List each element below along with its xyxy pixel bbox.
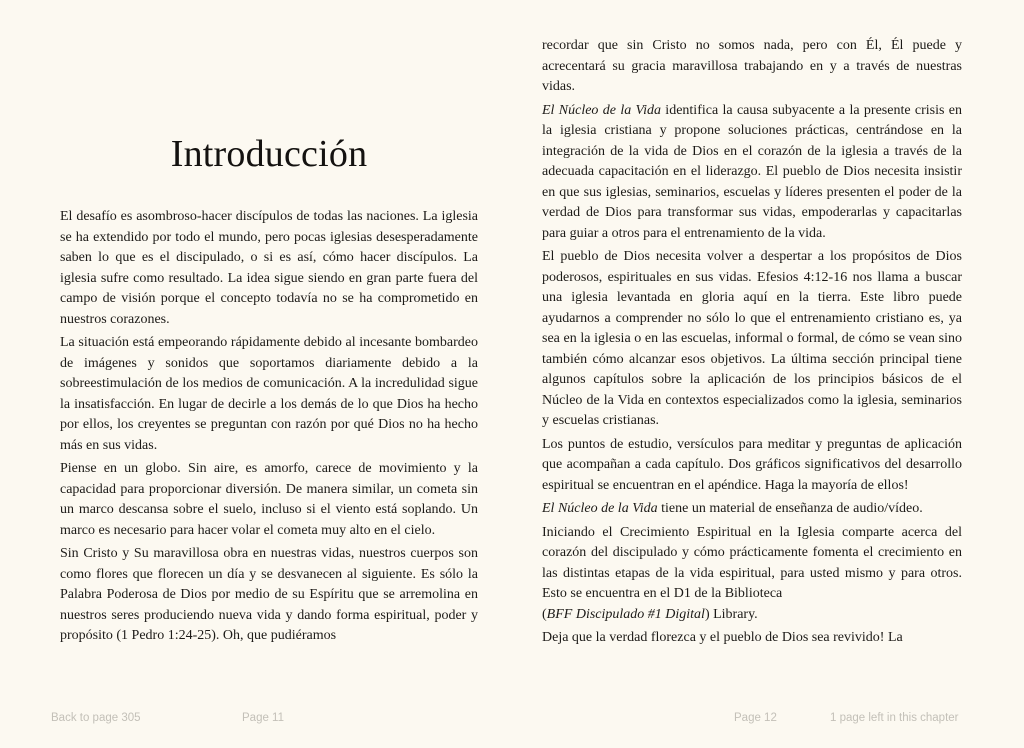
paragraph: recordar que sin Cristo no somos nada, pero con Él, Él puede y acrecentará su gracia maravillosa trabajando en y a través de nuestras vidas. bbox=[542, 38, 962, 94]
chapter-progress-info: 1 page left in this chapter bbox=[830, 712, 959, 724]
paragraph: Los puntos de estudio, versículos para meditar y preguntas de aplicación que acompañan a cada capítulo. Dos gráficos significativos del desarrollo espiritual se encuentran en el apéndice. Haga la mayoría de ellos! bbox=[542, 436, 962, 493]
paragraph: La situación está empeorando rápidamente debido al incesante bombardeo de imágenes y sonidos que soportamos diariamente debido a la sobreestimulación de los medios de comunicación. A la incredulidad sigue la insatisfacción. En lugar de decirle a los demás de lo que Dios ha hecho por ellos, los creyentes se preguntan con razón por qué Dios no ha hecho más en sus vidas. bbox=[60, 335, 478, 453]
chapter-title: Introducción bbox=[170, 133, 368, 175]
book-title: El Núcleo de la Vida bbox=[542, 102, 661, 118]
paragraph-text: identifica la causa subyacente a la presente crisis en la iglesia cristiana y propone soluciones prácticas, centrándose en la integración de la vida de Dios en el corazón de la iglesia a través de la adecuada capacitación en el liderazgo. El pueblo de Dios necesita insistir en que sus iglesias, seminarios, escuelas y líderes presenten el poder de la verdad de Dios para transformar sus vidas, empoderarlas y capacitarlas para guiar a otros para el entrenamiento de la vida. bbox=[542, 102, 962, 241]
paragraph bbox=[542, 523, 962, 626]
page-number-left: Page 11 bbox=[242, 712, 284, 724]
book-title: El Núcleo de la Vida bbox=[542, 501, 658, 516]
paragraph: El desafío es asombroso-hacer discípulos de todas las naciones. La iglesia se ha extendido por todo el mundo, pero pocas iglesias desesperadamente saben lo que es el discipulado, o si es así, cómo hacer discípulos. La iglesia sufre como resultado. La idea sigue siendo en gran parte fuera del campo de visión porque el concepto todavía no se ha comprometido en nuestros corazones. bbox=[60, 209, 478, 327]
paren-open: ( bbox=[542, 606, 547, 622]
paragraph bbox=[542, 101, 962, 245]
left-page-body bbox=[60, 207, 478, 650]
paragraph: Deja que la verdad florezca y el pueblo de Dios sea revivido! La bbox=[542, 630, 903, 645]
book-title: BFF Discipulado #1 Digital bbox=[546, 606, 705, 622]
right-page-body bbox=[542, 36, 962, 652]
paragraph: Piense en un globo. Sin aire, es amorfo, carece de movimiento y la capacidad para proporcionar diversión. De manera similar, un cometa sin un marco descansa sobre el suelo, incluso si el viento está soplando. Un marco es necesario para hacer volar el cometa muy alto en el cielo. bbox=[60, 461, 478, 538]
paragraph: Sin Cristo y Su maravillosa obra en nuestras vidas, nuestros cuerpos son como flores que florecen un día y se desvanecen al siguiente. Es sólo la Palabra Poderosa de Dios por medio de su Espíritu que se arremolina en nuestros seres produciendo nueva vida y dando forma espiritual, poder y propósito (1 Pedro 1:24-25). Oh, que pudiéramos bbox=[60, 546, 478, 643]
paragraph: El pueblo de Dios necesita volver a despertar a los propósitos de Dios poderosos, espirituales en sus vidas. Efesios 4:12-16 nos llama a buscar una iglesia levantada en gloria aquí en la tierra. Este libro puede ayudarnos a comprender no sólo lo que el entrenamiento cristiano es, ya sea en la iglesia o en las escuelas, informal o formal, de cómo se vean sino también cómo alcanzar esos objetivos. La última sección principal tiene algunos capítulos sobre la aplicación de los principios básicos de el Núcleo de la Vida en contextos especializados como la iglesia, seminarios y escuelas cristianas. bbox=[542, 249, 962, 428]
paragraph-text: ) Library. bbox=[704, 606, 758, 622]
paragraph bbox=[542, 499, 962, 520]
page-number-right: Page 12 bbox=[734, 712, 777, 724]
paragraph-text: Iniciando el Crecimiento Espiritual en la Iglesia comparte acerca del corazón del discipulado y cómo prácticamente fomenta el crecimiento en las distintas etapas de la vida espiritual, para usted mismo y para otros. Esto se encuentra en el D1 de la Biblioteca bbox=[542, 524, 962, 601]
back-to-page-link[interactable]: Back to page 305 bbox=[51, 712, 141, 724]
paragraph-text: tiene un material de enseñanza de audio/vídeo. bbox=[657, 501, 923, 516]
right-page bbox=[512, 0, 1024, 748]
